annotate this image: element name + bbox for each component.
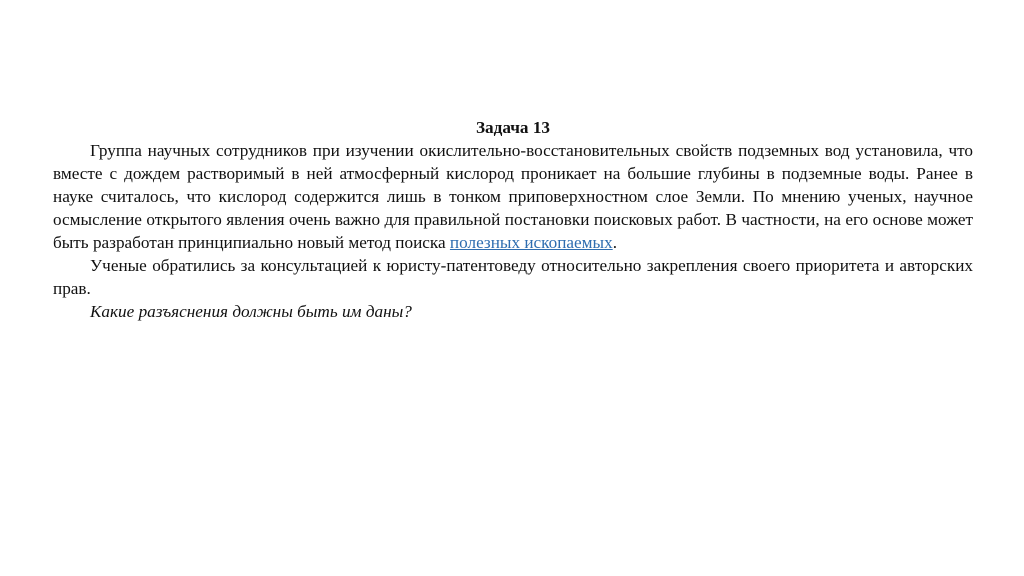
minerals-link[interactable]: полезных ископаемых [449,233,613,252]
task-question: Какие разъяснения должны быть им даны? [90,302,412,321]
task-title: Задача 13 [475,118,551,137]
task-paragraph-2: Ученые обратились за консультацией к юристу-патентоведу относительно закрепления своего приоритета и авторских прав. [53,256,973,298]
paragraph-1-end: . [612,233,617,252]
paragraph-1-text: Группа научных сотрудников при изучении окислительно-восстановительных свойств подземных вод установила, что вместе с дождем растворимый в ней атмосферный кислород проникает на большие глубины в подземные воды. Ранее в науке считалось, что кислород содержится лишь в тонком приповерхностном слое Земли. По мнению ученых, научное осмысление открытого явления очень важно для правильной постановки поисковых работ. В частности, на его основе может быть разработан принципиально новый метод поиска [53,141,973,252]
task-text-block [53,116,973,323]
task-paragraph-1 [53,139,973,254]
